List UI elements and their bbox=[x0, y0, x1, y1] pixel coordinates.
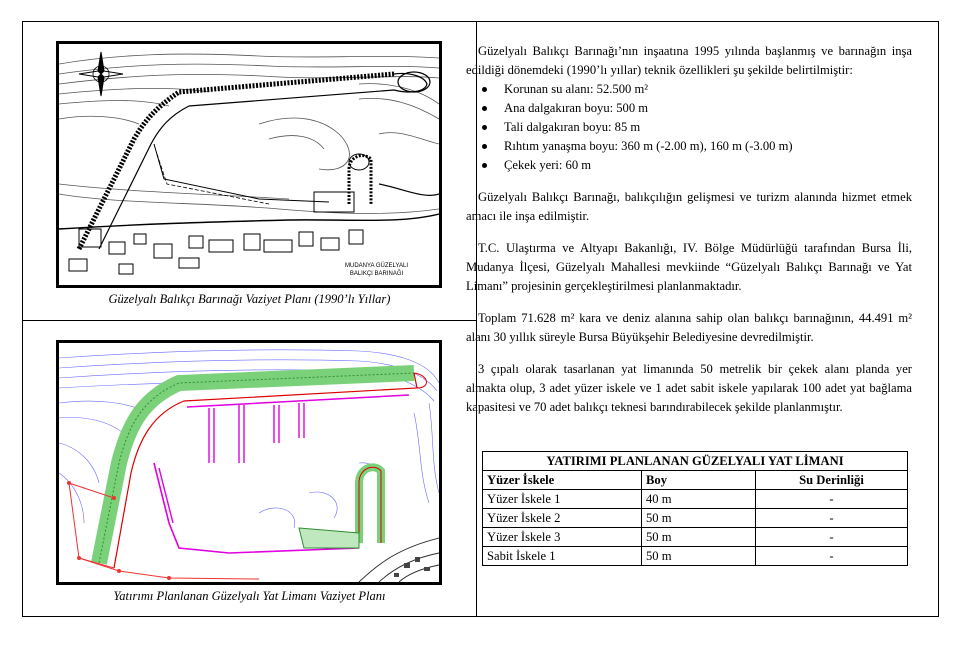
paragraph-2: Güzelyalı Balıkçı Barınağı, balıkçılığın gelişmesi ve turizm alanında hizmet etmek amacı ile inşa edilmiştir. bbox=[466, 190, 912, 223]
table-header-row bbox=[483, 471, 908, 490]
harbor-plan-1990s-drawing bbox=[59, 44, 439, 285]
table-header: Yüzer İskele bbox=[483, 471, 642, 490]
table-cell: 50 m bbox=[642, 547, 756, 566]
table-row bbox=[483, 509, 908, 528]
marina-plan-planned-drawing bbox=[59, 343, 439, 582]
table-cell: Yüzer İskele 2 bbox=[483, 509, 642, 528]
table-cell: 40 m bbox=[642, 490, 756, 509]
table-cell: Yüzer İskele 3 bbox=[483, 528, 642, 547]
paragraph-1: Güzelyalı Balıkçı Barınağı’nın inşaatına 1995 yılında başlanmış ve barınağın inşa edildiği dönemdeki (1990’lı yıllar) teknik özellikleri şu şekilde belirtilmiştir: bbox=[466, 44, 912, 77]
table-header: Su Derinliği bbox=[756, 471, 908, 490]
table-title-row bbox=[483, 452, 908, 471]
table-cell: 50 m bbox=[642, 528, 756, 547]
paragraph-3: T.C. Ulaştırma ve Altyapı Bakanlığı, IV. Bölge Müdürlüğü tarafından Bursa İli, Mudanya İlçesi, Güzelyalı Mahallesi mevkiinde “Güzelyalı Balıkçı Barınağı ve Yat Limanı” projesinin gerçekleştirilmesi planlanmaktadır. bbox=[466, 241, 912, 293]
harbor-plan-1990s-image bbox=[56, 41, 442, 288]
table-cell: Yüzer İskele 1 bbox=[483, 490, 642, 509]
table-row bbox=[483, 490, 908, 509]
table-cell: - bbox=[756, 528, 908, 547]
paragraph-5: 3 çıpalı olarak tasarlanan yat limanında 50 metrelik bir çekek alanı planda yer almakta olup, 3 adet yüzer iskele ve 1 adet sabit iskele yapılarak 100 adet yat bağlama kapasitesi ve 70 adet balıkçı teknesi barındırabilecek şekilde planlanmıştır. bbox=[466, 362, 912, 414]
paragraph-4: Toplam 71.628 m² kara ve deniz alanına sahip olan balıkçı barınağının, 44.491 m² alanı 30 yıllık süreyle Bursa Büyükşehir Belediyesine devredilmiştir. bbox=[466, 311, 912, 344]
table-cell: Sabit İskele 1 bbox=[483, 547, 642, 566]
plan-stamp-line2: BALIKÇI BARINAĞI bbox=[349, 271, 404, 277]
description-column bbox=[466, 22, 912, 430]
table-cell: 50 m bbox=[642, 509, 756, 528]
list-item: Tali dalgakıran boyu: 85 m bbox=[466, 118, 912, 137]
table-header: Boy bbox=[642, 471, 756, 490]
marina-piers-table bbox=[482, 451, 908, 566]
table-cell: - bbox=[756, 547, 908, 566]
top-image-caption: Güzelyalı Balıkçı Barınağı Vaziyet Planı (1990’lı Yıllar) bbox=[108, 292, 391, 306]
table-row bbox=[483, 528, 908, 547]
table-title: YATIRIMI PLANLANAN GÜZELYALI YAT LİMANI bbox=[483, 452, 908, 471]
technical-specs-list bbox=[466, 80, 912, 175]
bottom-image-caption: Yatırımı Planlanan Güzelyalı Yat Limanı Vaziyet Planı bbox=[113, 589, 386, 603]
list-item: Rıhtım yanaşma boyu: 360 m (-2.00 m), 160 m (-3.00 m) bbox=[466, 137, 912, 156]
list-item: Ana dalgakıran boyu: 500 m bbox=[466, 99, 912, 118]
list-item: Çekek yeri: 60 m bbox=[466, 156, 912, 175]
table-row bbox=[483, 547, 908, 566]
marina-plan-planned-image bbox=[56, 340, 442, 585]
row-divider bbox=[23, 320, 476, 321]
plan-stamp-line1: MUDANYA GÜZELYALI bbox=[345, 263, 409, 269]
table-cell: - bbox=[756, 490, 908, 509]
plan-stamp bbox=[345, 262, 408, 278]
table-cell: - bbox=[756, 509, 908, 528]
list-item: Korunan su alanı: 52.500 m² bbox=[466, 80, 912, 99]
